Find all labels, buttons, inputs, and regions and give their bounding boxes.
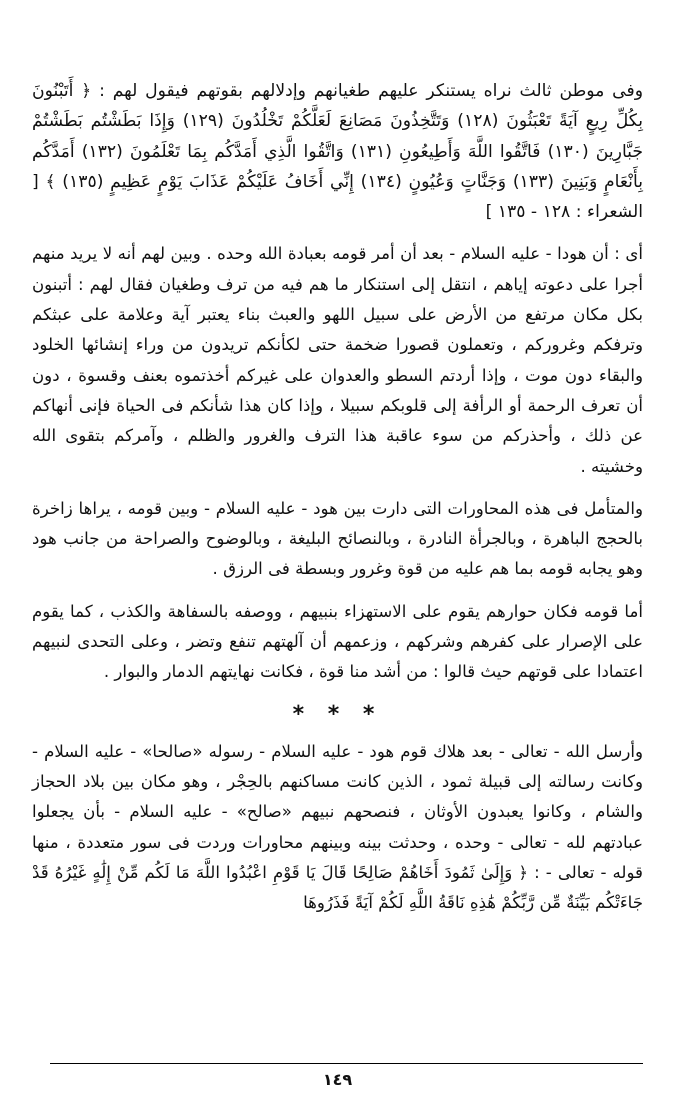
paragraph-people-response: أما قومه فكان حوارهم يقوم على الاستهزاء بنبيهم ، ووصفه بالسفاهة والكذب ، كما يقوم على الإصرار على كفرهم وشركهم ، وزعمهم أن آلهتهم تنفع وتضر ، وعلى التحدى لنبيهم اعتمادا على قوتهم حيث قالوا : من أشد منا قوة ، فكانت نهايتهم الدمار والبوار . [32,601,643,682]
paragraph-explanation: أى : أن هودا - عليه السلام - بعد أن أمر قومه بعبادة الله وحده . وبين لهم أنه لا يريد منهم أجرا على دعوته إياهم ، انتقل إلى استنكار ما هم فيه من ترف وطغيان فقال لهم : أتبنون بكل مكان مرتفع من الأرض على سبيل اللهو والعبث بناء يعتبر آية وعلامة على عبثكم وترفكم وغروركم ، وتعملون قصورا ضخمة حتى لكأنكم تريدون من وراء إنشائها الخلود والبقاء دون موت ، وإذا أردتم السطو والعدوان على غيركم أخذتموه بعنف وقسوة ، دون أن تعرف الرحمة أو الرأفة إلى قلوبكم سبيلا ، وإذا كان هذا شأنكم فى الحياة فإنى أنهاكم عن ذلك ، وأحذركم من سوء عاقبة هذا الترف والغرور والظلم ، وآمركم بتقوى الله وخشيته . [32,244,643,476]
paragraph-salih-story: وأرسل الله - تعالى - بعد هلاك قوم هود - عليه السلام - رسوله «صالحا» - عليه السلام - وكانت رسالته إلى قبيلة ثمود ، الذين كانت مساكنهم بالحِجْر ، وهو مكان بين بلاد الحجاز والشام ، وكانوا يعبدون الأوثان ، فنصحهم نبيهم «صالح» - عليه السلام - بأن يجعلوا عبادتهم لله - تعالى - وحده ، وحدثت بينه وبينهم محاورات وردت فى سور متعددة ، منها قوله - تعالى - : ﴿ وَإِلَىٰ ثَمُودَ أَخَاهُمْ صَالِحًا قَالَ يَا قَوْمِ اعْبُدُوا اللَّهَ مَا لَكُم مِّنْ إِلَٰهٍ غَيْرُهُ قَدْ جَاءَتْكُم بَيِّنَةٌ مِّن رَّبِّكُمْ هَٰذِهِ نَاقَةُ اللَّهِ لَكُمْ آيَةً فَذَرُوهَا [32,741,643,913]
page-number: ١٤٩ [322,1070,353,1089]
footer-rule [50,1063,643,1064]
spacer [32,231,643,239]
spacer [32,486,643,494]
spacer [32,589,643,597]
page-body [32,76,643,922]
section-separator: * * * [292,701,383,727]
paragraph-dialogue-analysis: والمتأمل فى هذه المحاورات التى دارت بين هود - عليه السلام - وبين قومه ، يراها زاخرة بالحجج الباهرة ، وبالجرأة النادرة ، وبالنصائح البليغة ، وبالوضوح والصراحة من جانب هود وهو يجابه قومه بما هم عليه من قوة وغرور وبسطة فى الرزق . [32,498,643,579]
paragraph-quran-passage: وفى موطن ثالث نراه يستنكر عليهم طغيانهم وإدلالهم بقوتهم فيقول لهم : ﴿ أَتَبْنُونَ بِكُلِّ رِيعٍ آيَةً تَعْبَثُونَ (١٢٨) وَتَتَّخِذُونَ مَصَانِعَ لَعَلَّكُمْ تَخْلُدُونَ (١٢٩) وَإِذَا بَطَشْتُم بَطَشْتُمْ جَبَّارِينَ (١٣٠) فَاتَّقُوا اللَّهَ وَأَطِيعُونِ (١٣١) وَاتَّقُوا الَّذِي أَمَدَّكُم بِمَا تَعْلَمُونَ (١٣٢) أَمَدَّكُم بِأَنْعَامٍ وَبَنِينَ (١٣٣) وَجَنَّاتٍ وَعُيُونٍ (١٣٤) إِنِّي أَخَافُ عَلَيْكُمْ عَذَابَ يَوْمٍ عَظِيمٍ (١٣٥) ﴾ [ الشعراء : ١٢٨ - ١٣٥ ] [32,81,643,223]
